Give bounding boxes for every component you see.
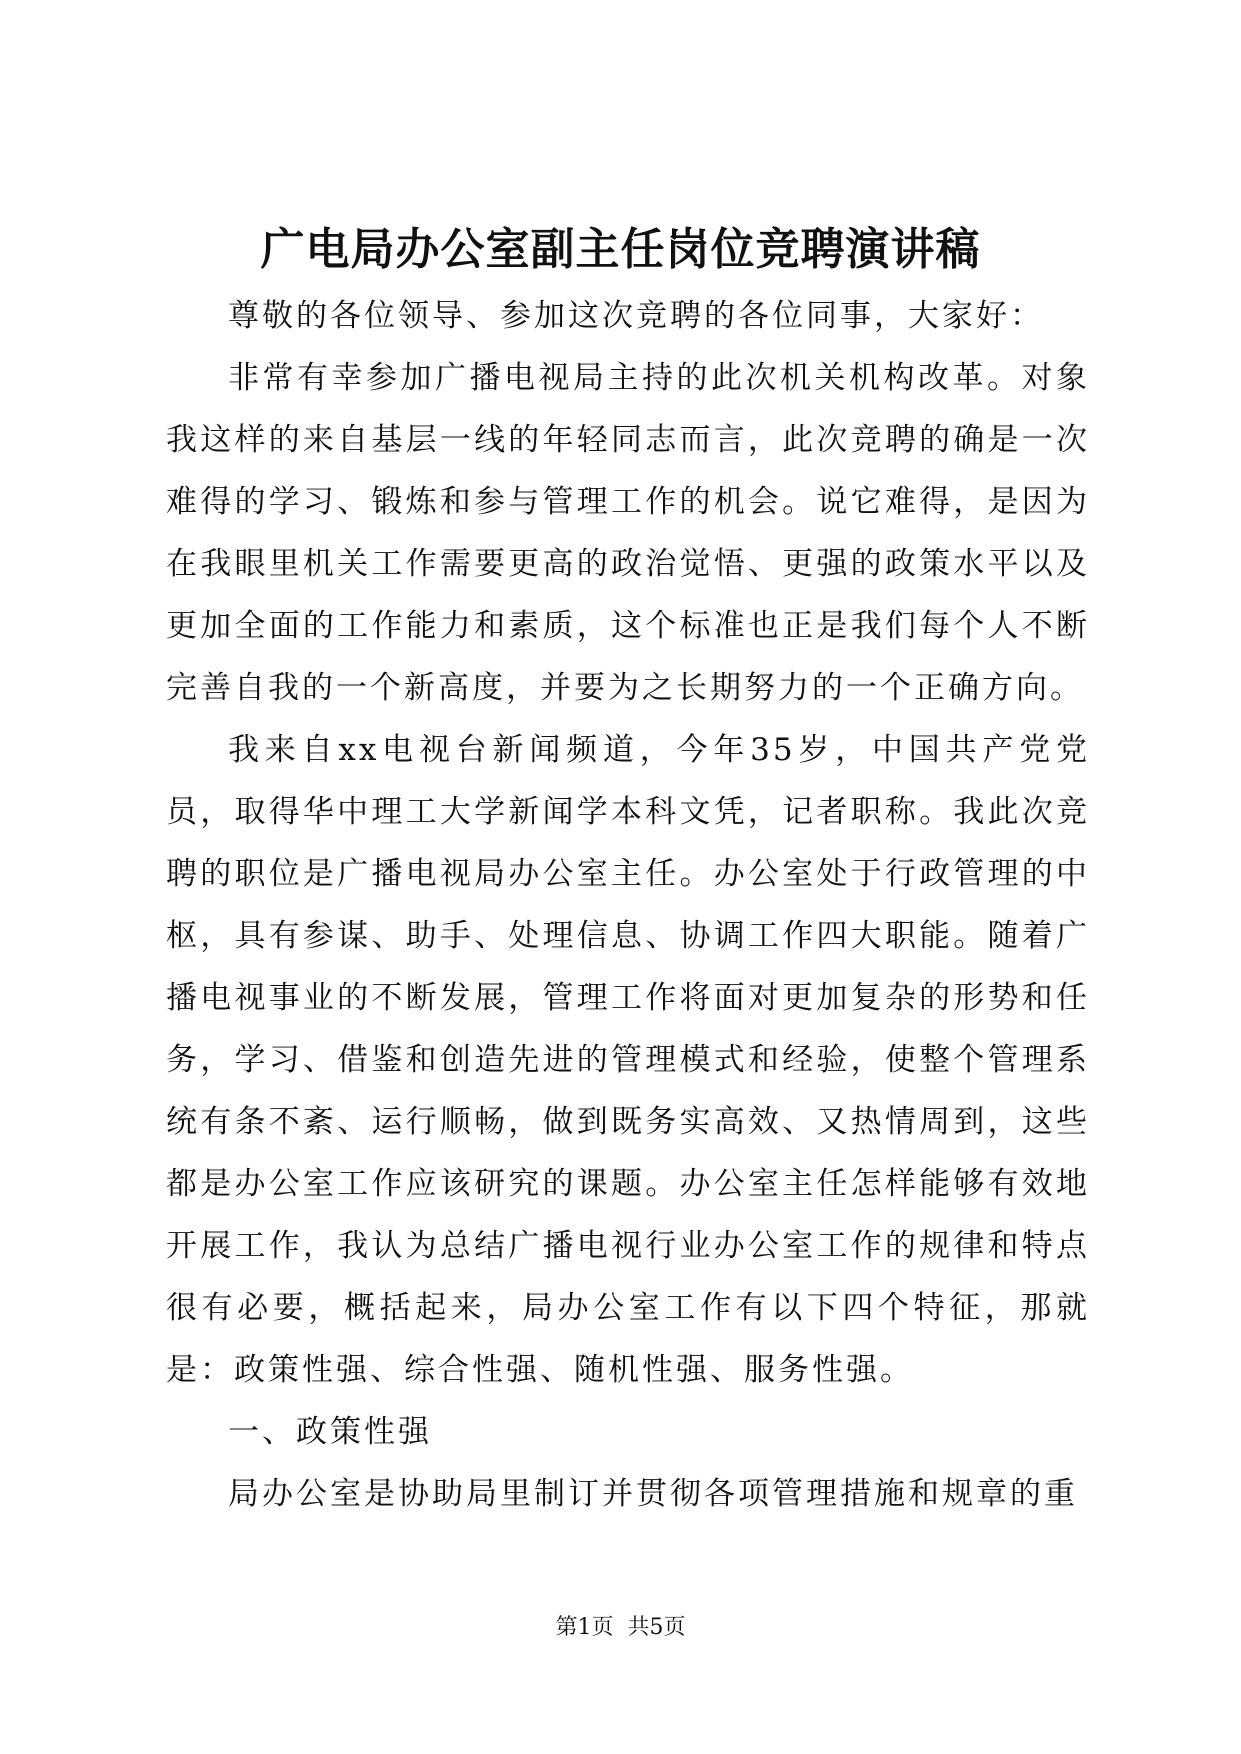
section-heading: 一、政策性强 bbox=[228, 1414, 432, 1450]
document-title: 广电局办公室副主任岗位竞聘演讲稿 bbox=[260, 224, 981, 275]
background-paragraph: 我来自xx电视台新闻频道，今年35岁，中国共产党党员，取得华中理工大学新闻学本科文凭，记者职称。我此次竞聘的职位是广播电视局办公室主任。办公室处于行政管理的中枢，具有参谋、助手、处理信息、协调工作四大职能。随着广播电视事业的不断发展，管理工作将面对更加复杂的形势和任务，学习、借鉴和创造先进的管理模式和经验，使整个管理系统有条不紊、运行顺畅，做到既务实高效、又热情周到，这些都是办公室工作应该研究的课题。办公室主任怎样能够有效地开展工作，我认为总结广播电视行业办公室工作的规律和特点很有必要，概括起来，局办公室工作有以下四个特征，那就是：政策性强、综合性强、随机性强、服务性强。 bbox=[166, 732, 1090, 1388]
total-pages: 共5页 bbox=[627, 1615, 686, 1640]
page-number: 第1页 bbox=[555, 1615, 614, 1640]
document-body bbox=[166, 285, 1090, 1525]
page-footer bbox=[0, 1613, 1241, 1643]
greeting-paragraph: 尊敬的各位领导、参加这次竞聘的各位同事，大家好： bbox=[228, 298, 1044, 334]
intro-paragraph: 非常有幸参加广播电视局主持的此次机关机构改革。对象我这样的来自基层一线的年轻同志而言，此次竞聘的确是一次难得的学习、锻炼和参与管理工作的机会。说它难得，是因为在我眼里机关工作需要更高的政治觉悟、更强的政策水平以及更加全面的工作能力和素质，这个标准也正是我们每个人不断完善自我的一个新高度，并要为之长期努力的一个正确方向。 bbox=[166, 360, 1090, 706]
section-paragraph: 局办公室是协助局里制订并贯彻各项管理措施和规章的重 bbox=[228, 1476, 1078, 1512]
